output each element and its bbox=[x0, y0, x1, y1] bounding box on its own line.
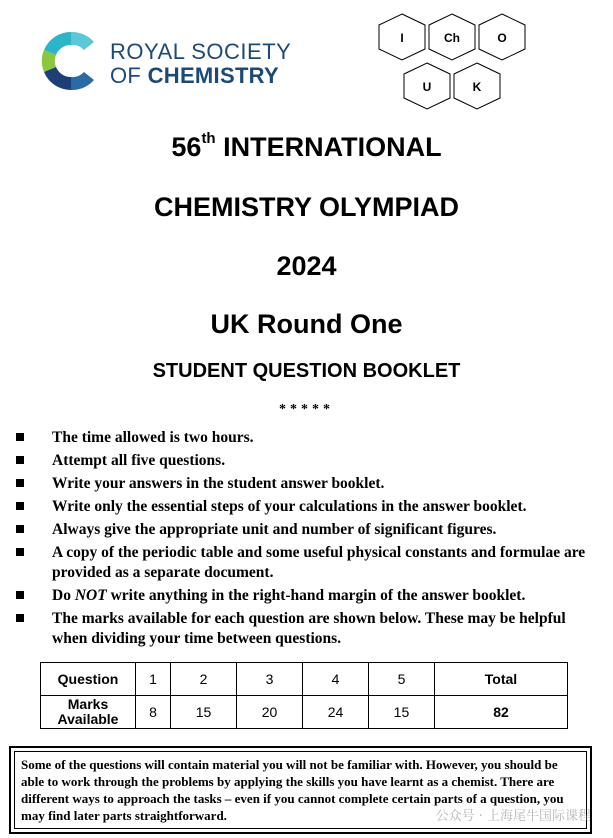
marks-header: Marks Available bbox=[41, 696, 136, 729]
marks-value: 15 bbox=[171, 696, 237, 729]
notice-text: Some of the questions will contain material you will not be familiar with. However, you should be able to work through the problems by applying the skills you have learnt as a chemist. There are different ways to approach the tasks – even if you cannot complete certain parts of a question, you may find later parts straightforward. bbox=[14, 751, 587, 829]
rsc-c-mark-icon bbox=[38, 28, 104, 94]
square-bullet-icon bbox=[16, 525, 24, 533]
instruction-item: Always give the appropriate unit and number of significant figures. bbox=[16, 520, 596, 540]
rsc-logo bbox=[38, 28, 298, 106]
question-number: 2 bbox=[171, 663, 237, 696]
rsc-line2: OF CHEMISTRY bbox=[110, 63, 280, 88]
question-number: 1 bbox=[136, 663, 171, 696]
instruction-item: The time allowed is two hours. bbox=[16, 428, 596, 448]
table-row bbox=[41, 696, 568, 729]
hex-letter-5: K bbox=[472, 80, 482, 94]
title-year: 2024 bbox=[276, 251, 337, 281]
square-bullet-icon bbox=[16, 456, 24, 464]
square-bullet-icon bbox=[16, 548, 24, 556]
instruction-item: Write only the essential steps of your calculations in the answer booklet. bbox=[16, 497, 596, 517]
title-booklet: STUDENT QUESTION BOOKLET bbox=[152, 360, 461, 382]
table-row bbox=[41, 663, 568, 696]
hex-letter-2: Ch bbox=[444, 31, 460, 45]
rsc-line1: ROYAL SOCIETY bbox=[110, 39, 292, 64]
total-header: Total bbox=[434, 663, 567, 696]
instruction-item: Do NOT write anything in the right-hand margin of the answer booklet. bbox=[16, 586, 596, 606]
instruction-item: Write your answers in the student answer booklet. bbox=[16, 474, 596, 494]
instructions-list bbox=[16, 428, 596, 652]
rsc-wordmark bbox=[110, 40, 291, 88]
marks-table bbox=[40, 662, 568, 729]
hex-letter-3: O bbox=[497, 31, 507, 45]
instruction-item: Attempt all five questions. bbox=[16, 451, 596, 471]
square-bullet-icon bbox=[16, 614, 24, 622]
question-number: 5 bbox=[368, 663, 434, 696]
question-number: 3 bbox=[237, 663, 303, 696]
marks-value: 8 bbox=[136, 696, 171, 729]
square-bullet-icon bbox=[16, 591, 24, 599]
title-line-1: 56th INTERNATIONAL bbox=[171, 130, 442, 162]
square-bullet-icon bbox=[16, 479, 24, 487]
instruction-item: A copy of the periodic table and some useful physical constants and formulae are provided as a separate document. bbox=[16, 543, 596, 583]
title-line-2: CHEMISTRY OLYMPIAD bbox=[153, 192, 460, 222]
marks-value: 20 bbox=[237, 696, 303, 729]
hex-letter-1: I bbox=[400, 31, 404, 45]
watermark: 公众号 · 上海尾牛国际课程 bbox=[435, 809, 591, 824]
total-value: 82 bbox=[434, 696, 567, 729]
question-number: 4 bbox=[302, 663, 368, 696]
title-round: UK Round One bbox=[210, 309, 403, 339]
icho-uk-hex-logo bbox=[375, 10, 540, 120]
stars-divider: ***** bbox=[279, 402, 334, 417]
square-bullet-icon bbox=[16, 433, 24, 441]
square-bullet-icon bbox=[16, 502, 24, 510]
marks-value: 24 bbox=[302, 696, 368, 729]
hex-letter-4: U bbox=[422, 80, 432, 94]
instruction-item: The marks available for each question are shown below. These may be helpful when dividing your time between questions. bbox=[16, 609, 596, 649]
marks-value: 15 bbox=[368, 696, 434, 729]
question-header: Question bbox=[41, 663, 136, 696]
